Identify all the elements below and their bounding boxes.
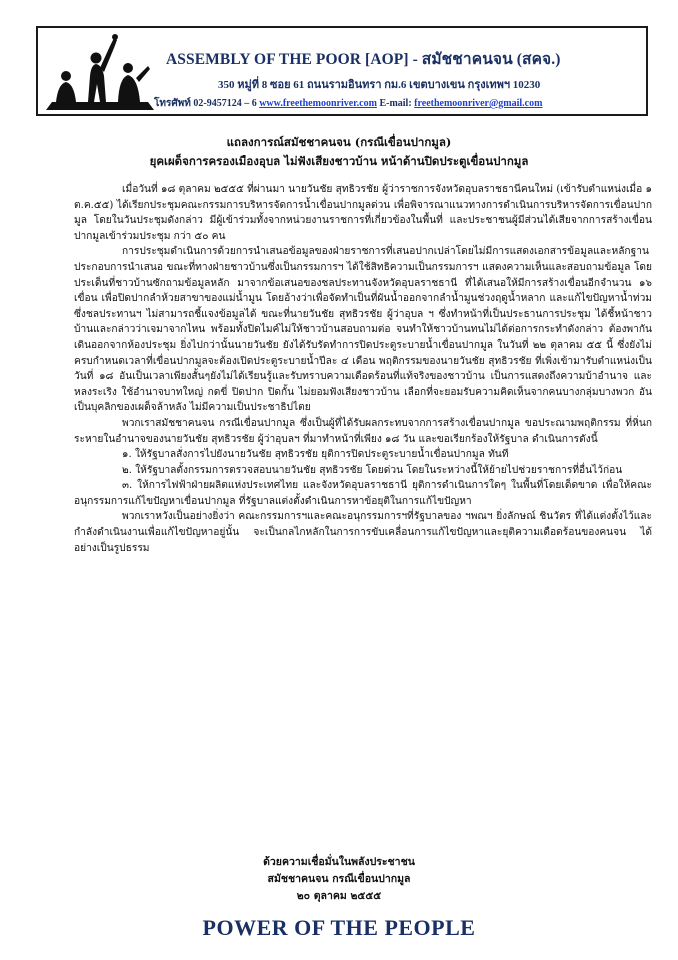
paragraph-meeting: การประชุมดำเนินการด้วยการนำเสนอข้อมูลของฝ่ายราชการที่เสนอปากเปล่าโดยไม่มีการแสดงเอกสารข้อมูลและหลักฐานประกอบการนำเสนอ ขณะที่ทางฝ่ายชาวบ้านซึ่งเป็นกรรมการฯ ได้ใช้สิทธิความเป็นกรรมการฯ แสดงความเห็นและสอบถามข้อมูล โดยประเด็นที่ชาวบ้านซักถามข้อมูลหลัก มาจากข้อเสนอของชลประทานจังหวัดอุบลราชธานี ที่ได้เสนอให้มีการสร้างเขื่อนอีกจำนวน ๑๖ เขื่อน เพื่อปิดปากลำห้วยสาขาของแม่น้ำมูน โดยอ้างว่าเพื่อจัดทำเป็นที่ผันน้ำออกจากลำน้ำมูนช่วงฤดูน้ำหลาก และแก้ไขปัญหาน้ำท่วม ซึ่งชลประทานฯ ไม่สามารถชี้แจงข้อมูลได้ ขณะที่นายวันชัย สุทธิวรชัย ผู้ว่าอุบล ฯ ซึ่งทำหน้าที่เป็นประธานการประชุม ได้ชี้หน้าชาวบ้านและกล่าวว่าเจมาจากไหน พร้อมทั้งปิดไมค์ไม่ให้ชาวบ้านสอบถามต่อ จนทำให้ชาวบ้านทนไม่ได้ต่อการกระทำดังกล่าว ต้องพากันเดินออกจากห้องประชุม ยิ่งไปกว่านั้นนายวันชัย ยังได้รับรัดทำการปิดประตูระบายน้ำเขื่อนปากมูล ในวันที่ ๒๒ ตุลาคม ๕๕ นี้ ซึ่งยังไม่ครบกำหนดเวลาที่เขื่อนปากมูลจะต้องเปิดประตูระบายน้ำปีละ ๔ เดือน พฤติกรรมของนายวันชัย สุทธิวรชัย ที่เพิ่งเข้ามารับตำแหน่งเป็นวันที่ ๑๘ อันเป็นเวลาเพียงสั้นๆยังไม่ได้เรียนรู้และรับทราบความเดือดร้อนที่แท้จริงของชาวบ้าน เป็นการแสดงถึงความบ้าอำนาจ และหลงระเริง ใช้อำนาจบาทใหญ่ กดขี่ ปิดปาก ปิดกั้น ไม่ยอมฟังเสียงชาวบ้าน เลือกที่จะยอมรับความคิดเห็นจากคนบางกลุ่มบางพวก อันเป็นบุคลิกของเผด็จล้าหลัง ไม่มีความเป็นประชาธิปไตย <box>74 246 652 414</box>
paragraph-condemnation: พวกเราสมัชชาคนจน กรณีเขื่อนปากมูล ซึ่งเป็นผู้ที่ได้รับผลกระทบจากการสร้างเขื่อนปากมูล ขอประณามพฤติกรรม ที่หิ่นกระหายในอำนาจของนายวันชัย สุทธิวรชัย ผู้ว่าอุบลฯ ที่มาทำหน้าที่เพียง ๑๘ วัน และขอเรียกร้องให้รัฐบาล ดำเนินการดังนี้ <box>74 417 652 445</box>
demand-item: ๒. ให้รัฐบาลตั้งกรรมการตรวจสอบนายวันชัย สุทธิวรชัย โดยด่วน โดยในระหว่างนี้ให้ย้ายไปช่วยราชการที่อื่นไว้ก่อน <box>122 464 623 476</box>
signature-date: ๒๐ ตุลาคม ๒๕๕๕ <box>296 890 382 902</box>
paragraph-closing: พวกเราหวังเป็นอย่างยิ่งว่า คณะกรรมการฯและคณะอนุกรรมการฯที่รัฐบาลของ ฯพณฯ ยิ่งลักษณ์ ชินวัตร ที่ได้แต่งตั้งไว้และกำลังดำเนินงานเพื่อแก้ไขปัญหาอยู่นั้น จะเป็นกลไกหลักในการการขับเคลื่อนการแก้ไขปัญหาและยุติความเดือดร้อนของคนจน ได้อย่างเป็นรูปธรรม <box>74 511 652 554</box>
signature-organization: สมัชชาคนจน กรณีเขื่อนปากมูล <box>267 873 411 885</box>
footer-slogan: POWER OF THE PEOPLE <box>202 915 476 940</box>
contact-line <box>154 96 650 111</box>
letterhead <box>36 26 648 116</box>
organization-name: ASSEMBLY OF THE POOR [AOP] - สมัชชาคนจน (สคจ.) <box>166 51 561 68</box>
signature-closing: ด้วยความเชื่อมั่นในพลังประชาชน <box>263 856 415 868</box>
phone-number: โทรศัพท์ 02-9457124 – 6 <box>154 98 257 109</box>
statement-body <box>74 182 652 556</box>
demand-item: ๑. ให้รัฐบาลสั่งการไปยังนายวันชัย สุทธิวรชัย ยุติการปิดประตูระบายน้ำเขื่อนปากมูล ทันที <box>122 449 509 461</box>
statement-title: แถลงการณ์สมัชชาคนจน (กรณีเขื่อนปากมูล) <box>226 135 452 149</box>
raised-fist-crowd-logo-icon <box>44 32 156 112</box>
demand-item: ๓. ให้การไฟฟ้าฝ่ายผลิตแห่งประเทศไทย และจังหวัดอุบลราชธานี ยุติการดำเนินการใดๆ ในพื้นที่โดยเด็ดขาด เพื่อให้คณะอนุกรรมการแก้ไขปัญหาเขื่อนปากมูล ที่รัฐบาลแต่งตั้งดำเนินการหาข้อยุติในการแก้ไขปัญหา <box>74 480 652 507</box>
email-link[interactable]: freethemoonriver@gmail.com <box>414 98 543 109</box>
statement-subtitle: ยุคเผด็จการครองเมืองอุบล ไม่ฟังเสียงชาวบ้าน หน้าด้านปิดประตูเขื่อนปากมูล <box>149 154 529 168</box>
paragraph-background: เมื่อวันที่ ๑๘ ตุลาคม ๒๕๕๕ ที่ผ่านมา นายวันชัย สุทธิวรชัย ผู้ว่าราชการจังหวัดอุบลราชธานีคนใหม่ (เข้ารับตำแหน่งเมื่อ ๑ ต.ค.๕๕) ได้เรียกประชุมคณะกรรมการบริหารจัดการน้ำเขื่อนปากมูลด่วน เพื่อพิจารณาแนวทางการดำเนินการบริหารจัดการเขื่อนปากมูล โดยในวันประชุมดังกล่าว มีผู้เข้าร่วมทั้งจากหน่วยงานราชการที่เกี่ยวข้องในพื้นที่ และประชาชนผู้มีส่วนได้เสียจากการสร้างเขื่อนปากมูลเข้าร่วมประชุม กว่า ๕๐ คน <box>74 184 652 242</box>
organization-address: 350 หมู่ที่ 8 ซอย 61 ถนนรามอินทรา กม.6 เขตบางเขน กรุงเทพฯ 10230 <box>218 79 541 91</box>
website-link[interactable]: www.freethemoonriver.com <box>259 98 377 109</box>
email-label: E-mail: <box>379 98 412 109</box>
